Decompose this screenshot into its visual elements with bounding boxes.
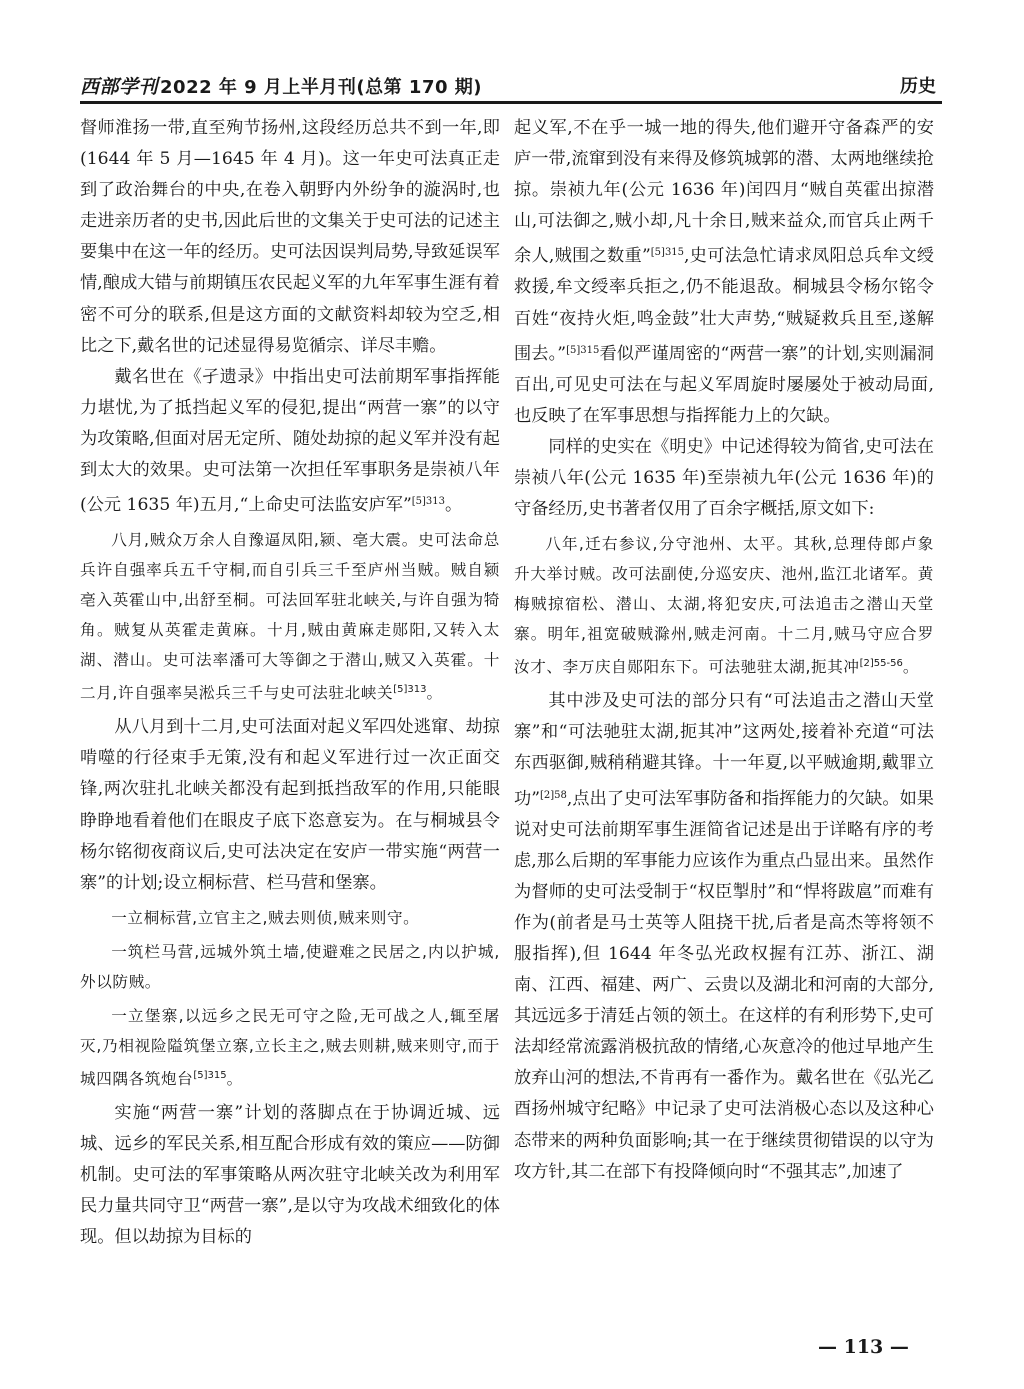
paragraph [80, 1098, 500, 1253]
paragraph-text: 一筑栏马营,远城外筑土墙,使避难之民居之,内以护城,外以防贼。 [80, 942, 500, 991]
quotation-block [80, 1001, 500, 1094]
journal-masthead [80, 72, 482, 99]
citation-ref: [5]315 [193, 1069, 227, 1081]
paragraph [514, 686, 934, 1188]
quotation-block [80, 525, 500, 708]
citation-ref: [2]55-56 [859, 658, 903, 670]
paragraph-text: 戴名世在《孑遗录》中指出史可法前期军事指挥能力堪忧,为了抵挡起义军的侵犯,提出“两营一寨”的以守为攻策略,但面对居无定所、随处劫掠的起义军并没有起到太大的效果。史可法第一次担任军事职务是崇祯八年(公元 1635 年)五月,“上命史可法监安庐军” [80, 366, 500, 516]
quotation-block [80, 937, 500, 997]
right-column [514, 113, 934, 1188]
paragraph-text: 从八月到十二月,史可法面对起义军四处逃窜、劫掠啃噬的行径束手无策,没有和起义军进行过一次正面交锋,两次驻扎北峡关都没有起到抵挡敌军的作用,只能眼睁睁地看着他们在眼皮子底下恣意妄为。在与桐城县令杨尔铭彻夜商议后,史可法决定在安庐一带实施“两营一寨”的计划;设立桐标营、栏马营和堡寨。 [80, 717, 500, 893]
paragraph-text: 督师淮扬一带,直至殉节扬州,这段经历总共不到一年,即(1644 年 5 月—1645 年 4 月)。这一年史可法真正走到了政治舞台的中央,在卷入朝野内外纷争的漩涡时,也走进亲历者的史书,因此后世的文集关于史可法的记述主要集中在这一年的经历。史可法因误判局势,导致延误军情,酿成大错与前期镇压农民起义军的九年军事生涯有着密不可分的联系,但是这方面的文献资料却较为空乏,相比之下,戴名世的记述显得易览循宗、详尽丰赡。 [80, 118, 500, 356]
paragraph-text-tail: 。 [445, 495, 463, 516]
paragraph [80, 113, 500, 362]
quotation-block [80, 903, 500, 933]
citation-ref: [5]315 [650, 247, 685, 259]
paragraph-text-tail: 。 [902, 658, 920, 677]
citation-ref: [2]58 [540, 789, 567, 801]
paragraph-text-tail: ,点出了史可法军事防备和指挥能力的欠缺。如果说对史可法前期军事生涯简省记述是出于详略有序的考虑,那么后期的军事能力应该作为重点凸显出来。虽然作为督师的史可法受制于“权臣掣肘”和“悍将跋扈”而难有作为(前者是马士英等人阻挠干扰,后者是高杰等将领不服指挥),但 1644 年冬弘光政权握有江苏、浙江、湖南、江西、福建、两广、云贵以及湖北和河南的大部分,其远远多于清廷占领的领土。在这样的有利形势下,史可法却经常流露消极抗敌的情绪,心灰意冷的他过早地产生放弃山河的想法,不肯再有一番作为。戴名世在《弘光乙酉扬州城守纪略》中记录了史可法消极心态以及这种心态带来的两种负面影响;其一在于继续贯彻错误的以守为攻方针,其二在部下有投降倾向时“不强其志”,加速了 [514, 788, 934, 1182]
header-rule [80, 101, 942, 104]
page-number: — 113 — [818, 1336, 909, 1358]
paragraph-text-tail: ,史可法急忙请求凤阳总兵牟文绶救援,牟文绶率兵拒之,仍不能退敌。桐城县令杨尔铭令百姓“夜持火炬,鸣金鼓”壮大声势,“贼疑救兵且至,遂解围去。” [514, 246, 934, 364]
paragraph-text: 八年,迁右参议,分守池州、太平。其秋,总理侍郎卢象升大举讨贼。改可法副使,分巡安庆、池州,监江北诸军。黄梅贼掠宿松、潜山、太湖,将犯安庆,可法追击之潜山天堂寨。明年,祖宽破贼滁州,贼走河南。十二月,贼马守应合罗汝才、李万庆自郧阳东下。可法驰驻太湖,扼其冲 [514, 535, 934, 677]
paragraph-text: 一立桐标营,立官主之,贼去则侦,贼来则守。 [111, 908, 420, 927]
paragraph-text-tail: 看似严谨周密的“两营一寨”的计划,实则漏洞百出,可见史可法在与起义军周旋时屡屡处于被动局面,也反映了在军事思想与指挥能力上的欠缺。 [514, 343, 934, 426]
citation-ref: [5]315 [566, 344, 600, 356]
running-header [80, 70, 942, 100]
paragraph-text: 八月,贼众万余人自豫逼凤阳,颍、亳大震。史可法命总兵许自强率兵五千守桐,而自引兵三千至庐州当贼。贼自颍亳入英霍山中,出舒至桐。可法回军驻北峡关,与许自强为犄角。贼复从英霍走黄麻。十月,贼由黄麻走郧阳,又转入太湖、潜山。史可法率潘可大等御之于潜山,贼又入英霍。十二月,许自强率吴淞兵三千与史可法驻北峡关 [80, 531, 500, 703]
paragraph-text: 起义军,不在乎一城一地的得失,他们避开守备森严的安庐一带,流窜到没有来得及修筑城郭的潜、太两地继续抢掠。崇祯九年(公元 1636 年)闰四月“贼自英霍出掠潜山,可法御之,贼小却,凡十余日,贼来益众,而官兵止两千余人,贼围之数重” [514, 118, 934, 267]
paragraph-text: 同样的史实在《明史》中记述得较为简省,史可法在崇祯八年(公元 1635 年)至崇祯九年(公元 1636 年)的守备经历,史书著者仅用了百余字概括,原文如下: [514, 436, 934, 520]
paragraph [514, 113, 934, 432]
paragraph-text-tail: 。 [426, 684, 443, 703]
section-label: 历史 [900, 76, 936, 97]
issue-info: 2022 年 9 月上半月刊(总第 170 期) [160, 77, 482, 98]
paragraph-text: 其中涉及史可法的部分只有“可法追击之潜山天堂寨”和“可法驰驻太湖,扼其冲”这两处,接着补充道“可法东西驱御,贼稍稍避其锋。十一年夏,以平贼逾期,戴罪立功” [514, 691, 934, 809]
quotation-block [514, 529, 934, 682]
citation-ref: [5]313 [393, 684, 427, 696]
left-column [80, 113, 500, 1253]
journal-brand: 西部学刊 [80, 76, 159, 98]
paragraph [80, 712, 500, 899]
citation-ref: [5]313 [411, 496, 446, 508]
paragraph [80, 362, 500, 521]
paragraph-text: 一立堡寨,以远乡之民无可守之险,无可战之人,辄至屠灭,乃相视险隘筑堡立寨,立长主之,贼去则耕,贼来则守,而于城四隅各筑炮台 [80, 1006, 500, 1088]
paragraph [514, 432, 934, 525]
paragraph-text: 实施“两营一寨”计划的落脚点在于协调近城、远城、远乡的军民关系,相互配合形成有效的策应——防御机制。史可法的军事策略从两次驻守北峡关改为利用军民力量共同守卫“两营一寨”,是以守为攻战术细致化的体现。但以劫掠为目标的 [80, 1102, 500, 1248]
paragraph-text-tail: 。 [226, 1069, 243, 1088]
